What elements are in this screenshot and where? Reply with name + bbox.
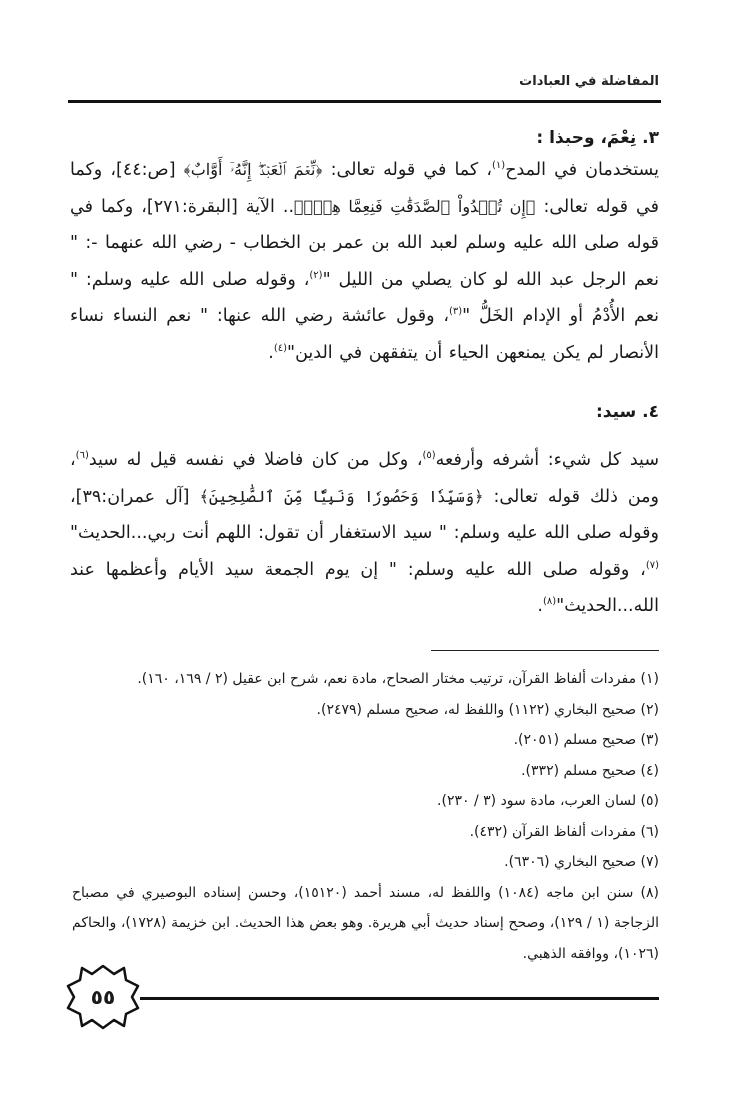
quran-verse: ﴿وَسَيِّدٗا وَحَصُورٗا وَنَبِيّٗا مِّنَ ٱلصَّٰلِحِينَ﴾: [199, 486, 484, 506]
quran-verse: ﴿إِن تُبۡدُواْ ٱلصَّدَقَٰتِ فَنِعِمَّا هِيَۖ﴾: [294, 196, 536, 216]
page-number: ٥٥: [90, 985, 116, 1009]
footnote-ref: (٢): [309, 269, 323, 281]
footnote-1: (١) مفردات ألفاظ القرآن، ترتيب مختار الصحاح، مادة نعم، شرح ابن عقيل (٢ / ١٦٩، ١٦٠).: [137, 671, 659, 687]
text-segment: ، ومن ذلك قوله تعالى:: [70, 450, 660, 507]
text-segment: ، وقوله صلى الله عليه وسلم: " إن يوم الجمعة سيد الأيام وأعظمها عند الله...الحديث": [70, 559, 659, 616]
running-header: المفاضلة في العبادات: [519, 74, 659, 89]
footnote-6: (٦) مفردات ألفاظ القرآن (٤٣٢).: [469, 823, 659, 840]
footnote-5: (٥) لسان العرب، مادة سود (٣ / ٢٣٠).: [437, 793, 659, 809]
footnote-2: (٢) صحيح البخاري (١١٢٢) واللفظ له، صحيح مسلم (٢٤٧٩).: [316, 701, 659, 718]
page-number-badge: [62, 962, 144, 1032]
footnote-ref: (٥): [422, 450, 436, 462]
footnote-4: (٤) صحيح مسلم (٣٣٢).: [521, 762, 659, 779]
text-segment: يستخدمان في المدح: [505, 160, 659, 180]
footnotes-list: [72, 664, 659, 969]
section-4-paragraph: [70, 442, 659, 625]
text-segment: .: [537, 596, 543, 616]
section-3-paragraph: [70, 152, 659, 371]
footnote-3: (٣) صحيح مسلم (٢٠٥١).: [513, 732, 659, 748]
footnote-separator: [431, 650, 659, 651]
text-segment: ، وقوله صلى الله عليه وسلم: " نعم الأُدْمُ أو الإدام الخَلُّ ": [70, 269, 660, 326]
footnote-ref: (١): [492, 160, 506, 172]
text-segment: ، كما في قوله تعالى:: [322, 160, 493, 180]
text-segment: سيد كل شيء: أشرفه وأرفعه: [435, 450, 659, 470]
text-segment: ، وقول عائشة رضي الله عنها: " نعم النساء نساء الأنصار لم يكن يمنعهن الحياء أن يتفقهن في الدين": [70, 306, 659, 363]
text-segment: .: [268, 342, 274, 363]
section-3-heading: ٣. نِعْمَ، وحبذا :: [536, 128, 659, 148]
text-segment: .. الآية [البقرة:٢٧١]، وكما في قوله صلى الله عليه وسلم لعبد الله بن عمر بن الخطاب - رضي الله عنهما -: " نعم الرجل عبد الله لو كان يصلي من الليل ": [70, 196, 659, 290]
footnote-7: (٧) صحيح البخاري (٦٣٠٦).: [504, 854, 659, 870]
quran-verse: ﴿نِّعۡمَ ٱلۡعَبۡدُۖ إِنَّهُۥٓ أَوَّابٌ﴾: [183, 160, 323, 179]
text-segment: ، وكل من كان فاضلا في نفسه قيل له سيد: [88, 450, 423, 470]
footnote-ref: (٦): [75, 450, 89, 462]
header-rule: [68, 100, 661, 103]
footnote-ref: (٨): [542, 596, 557, 608]
footnote-ref: (٣): [448, 306, 463, 318]
footnote-ref: (٤): [273, 342, 288, 354]
text-segment: [آل عمران:٣٩]، وقوله صلى الله عليه وسلم: " سيد الاستغفار أن تقول: اللهم أنت ربي...الحديث": [70, 486, 659, 543]
footer-rule: [140, 997, 659, 1000]
footnote-8: (٨) سنن ابن ماجه (١٠٨٤) واللفظ له، مسند أحمد (١٥١٢٠)، وحسن إسناده البوصيري في مصباح الزجاجة (١ / ١٢٩)، وصحح إسناد حديث أبي هريرة. وهو بعض هذا الحديث. ابن خزيمة (١٧٢٨)، والحاكم (١٠٢٦)، ووافقه الذهبي.: [72, 884, 660, 962]
footnote-ref: (٧): [645, 559, 659, 571]
text-segment: [ص:٤٤]، وكما في قوله تعالى:: [70, 160, 659, 217]
section-4-heading: ٤. سيد:: [595, 402, 659, 422]
